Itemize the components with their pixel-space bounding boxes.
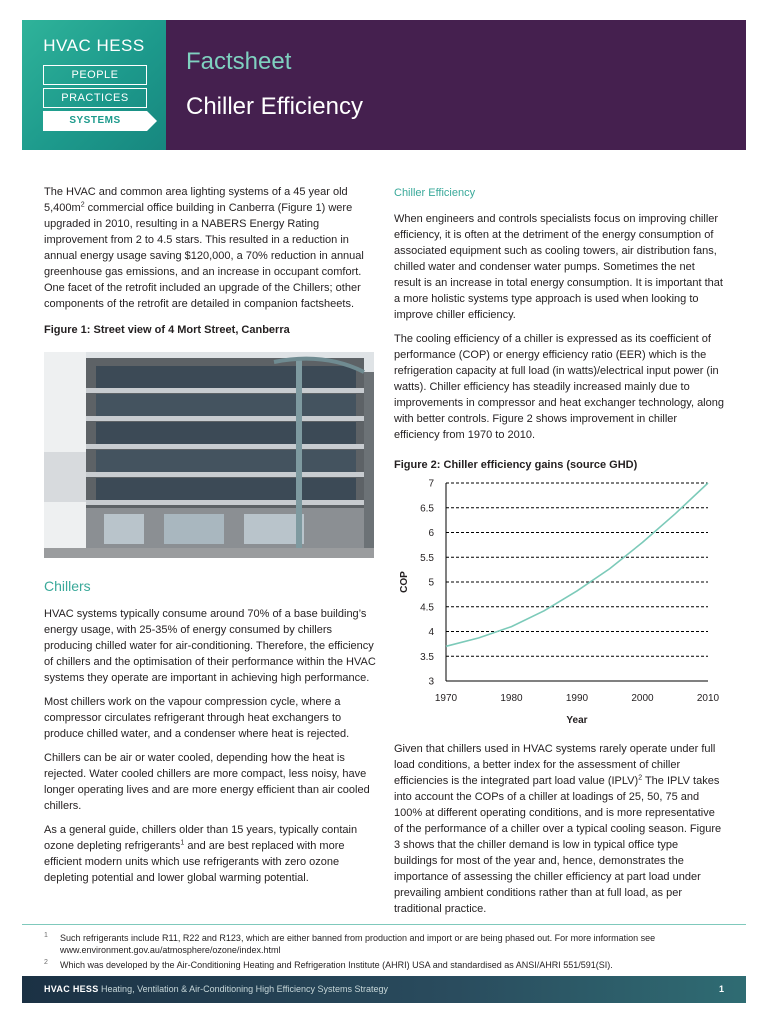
intro-paragraph: The HVAC and common area lighting systems of a 45 year old $5,400m^2$ commercial office building in Canberra (Figure 1) were upgraded in 2010, resulting in a NABERS Energy Rating improvement from 2 to 4.5 stars. This resulted in a reduction in annual energy usage saving $120,000, a 70% reduction in annual greenhouse gas emissions, and an increase in occupant comfort. One facet of the retrofit included an upgrade of the Chillers; other components of the retrofit are detailed in companion factsheets. [44,186,364,310]
x-tick-label: 1970 [434,693,458,704]
chiller-efficiency-heading: Chiller Efficiency [394,187,476,199]
building-illustration [44,352,374,558]
chillers-section [44,578,376,894]
efficiency-paragraph-1: When engineers and controls specialists focus on improving chiller efficiency, it is often at the detriment of the energy consumption of associated equipment such as cooling towers, air distribution fans, chilled water and condenser water pumps. Sometimes the net result is an increase in total energy consumption. It is important that a more holistic systems type approach is used when looking to improve chiller efficiency. [394,213,723,321]
y-tick-label: 6 [428,528,434,539]
footnote-divider [22,924,746,925]
x-tick-label: 2010 [696,693,720,704]
y-tick-label: 3.5 [420,651,434,663]
footnote-1 [44,932,724,956]
y-tick-label: 5.5 [420,552,434,564]
chart-svg [392,476,732,734]
figure2-caption: Figure 2: Chiller efficiency gains (source GHD) [394,459,638,471]
x-axis-label: Year [566,715,588,726]
tag-systems: SYSTEMS [43,111,147,131]
y-tick-label: 4 [428,627,434,638]
iplv-paragraph: Given that chillers used in HVAC systems rarely operate under full load conditions, a better index for the assessment of chiller efficiencies is the integrated part load value (IPLV)$^2$ The IPLV takes into account the COPs of a chiller at loadings of 25, 50, 75 and 100% at different operating conditions, and is more representative of the performance of a chiller over a typical cooling season. Figure 3 shows that the chiller demand is low in typical office type buildings for most of the year and, hence, demonstrates the importance of assessing the chiller efficiency at part load under prevailing ambient conditions rather than at full load, as per traditional practice. [394,743,722,915]
iplv-section [394,741,724,925]
chillers-paragraph-1: HVAC systems typically consume around 70% of a base building’s energy usage, with 25-35% of energy consumed by chillers producing chilled water for air-conditioning. Therefore, the efficiency of chillers and the optimisation of their performance within the HVAC systems they operate are important in achieving high performance. [44,608,376,684]
page-title: Chiller Efficiency [186,93,363,120]
footnote-1-number: 1 [44,932,48,939]
chillers-paragraph-3: Chillers can be air or water cooled, depending how the heat is rejected. Water cooled chillers are more compact, less noisy, have longer operating lives and are more energy efficient than air cooled chillers. [44,752,370,812]
tag-practices: PRACTICES [43,88,147,108]
tag-arrow-icon [147,111,157,131]
chillers-paragraph-4: As a general guide, chillers older than 15 years, typically contain ozone depleting refrigerants$^1$ and are best replaced with more efficient modern units which use refrigerants with zero ozone depleting potential and lower global warming potential. [44,824,358,884]
chillers-paragraph-2: Most chillers work on the vapour compression cycle, where a compressor circulates refrigerant through heat exchangers to produce chilled water, and a condenser where heat is rejected. [44,696,350,740]
tag-people: PEOPLE [43,65,147,85]
building-photo [44,352,374,558]
y-axis-label: COP [399,571,410,593]
y-tick-label: 7 [428,478,434,490]
brand-logo: HVAC HESS [43,36,145,55]
footer-bar [22,976,746,1003]
footnote-1-text: Such refrigerants include R11, R22 and R123, which are either banned from production and import or are being phased out. For more information see www.environment.gov.au/atmosphere/ozone/index.html [60,933,656,955]
y-tick-label: 4.5 [420,602,434,614]
x-tick-label: 2000 [631,693,654,704]
brand-block [22,20,166,150]
x-tick-label: 1980 [500,693,523,704]
y-tick-label: 5 [428,577,434,589]
y-tick-label: 3 [428,676,434,688]
left-column [44,184,376,336]
y-tick-label: 6.5 [420,503,434,515]
x-tick-label: 1990 [565,693,589,704]
right-column [394,185,724,471]
footer-strategy: HVAC HESS Heating, Ventilation & Air-Conditioning High Efficiency Systems Strategy [44,984,389,994]
chart-figure2 [392,476,732,734]
chillers-heading: Chillers [44,578,91,594]
title-banner [166,20,746,150]
footnote-2 [44,959,724,971]
footnote-2-number: 2 [44,959,48,966]
page-number: 1 [718,984,724,994]
figure1-caption: Figure 1: Street view of 4 Mort Street, Canberra [44,324,290,336]
doc-type: Factsheet [186,48,292,75]
efficiency-paragraph-2: The cooling efficiency of a chiller is expressed as its coefficient of performance (COP) or energy efficiency ratio (EER) which is the refrigeration capacity at full load (in watts)/electrical input power (in watts). Chiller efficiency has steadily increased mainly due to improvements in compressor and heat exchanger technology, along with better controls. Figure 2 shows improvement in chiller efficiency from 1970 to 2010. [394,333,724,441]
footnote-2-text: Which was developed by the Air-Conditioning Heating and Refrigeration Institute (AHRI) USA and standardised as ANSI/AHRI 551/591(SI). [60,960,613,970]
